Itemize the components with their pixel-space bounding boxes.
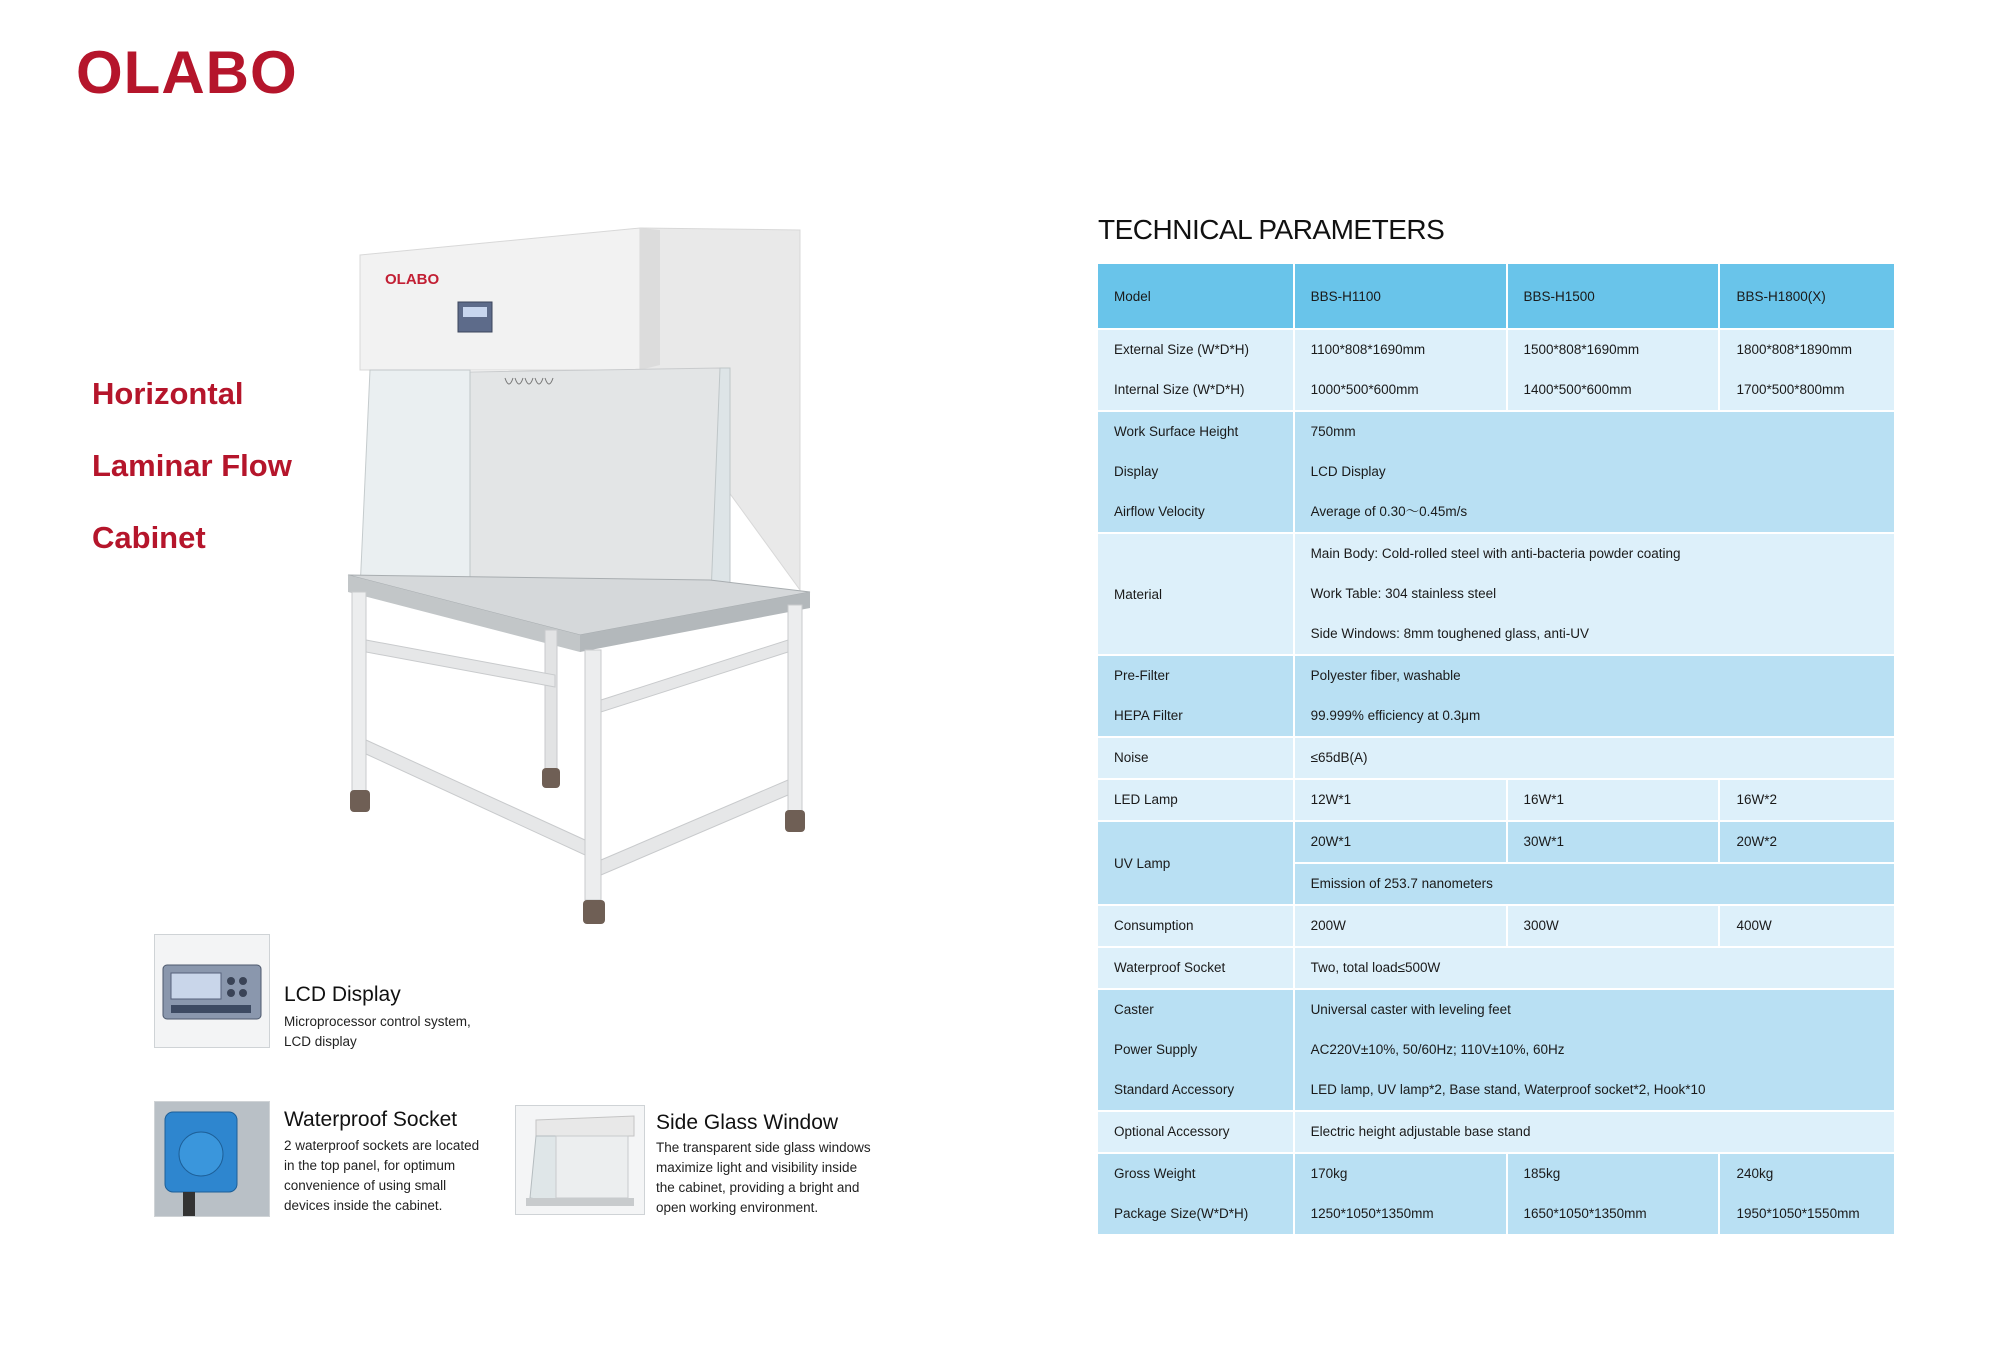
uv-emission: Emission of 253.7 nanometers bbox=[1294, 863, 1895, 905]
weight-cell-3: 240kg 1950*1050*1550mm bbox=[1719, 1153, 1895, 1235]
feature-text-socket: 2 waterproof sockets are located in the top panel, for optimum convenience of using small devices inside the cabinet. bbox=[284, 1138, 480, 1213]
feature-text-lcd: Microprocessor control system, LCD display bbox=[284, 1014, 471, 1049]
table-row-filter bbox=[1097, 655, 1895, 737]
feature-title-glass: Side Glass Window bbox=[656, 1111, 839, 1134]
misc-values: Universal caster with leveling feet AC220V±10%, 50/60Hz; 110V±10%, 60Hz LED lamp, UV lamp*2, Base stand, Waterproof socket*2, Hook*10 bbox=[1294, 989, 1895, 1111]
feature-title-lcd: LCD Display bbox=[284, 983, 401, 1006]
table-row-consumption bbox=[1097, 905, 1895, 947]
table-row-weight bbox=[1097, 1153, 1895, 1235]
consumption-cell-3: 400W bbox=[1719, 905, 1895, 947]
uv-cell-1: 20W*1 bbox=[1294, 821, 1507, 863]
product-logo-label: OLABO bbox=[385, 271, 440, 288]
waterproof-socket-image bbox=[154, 1101, 270, 1217]
weight-cell-2: 185kg 1650*1050*1350mm bbox=[1507, 1153, 1720, 1235]
product-title-line-1: Horizontal bbox=[92, 376, 244, 411]
consumption-cell-1: 200W bbox=[1294, 905, 1507, 947]
uv-cell-3: 20W*2 bbox=[1719, 821, 1895, 863]
row-label-optional: Optional Accessory bbox=[1097, 1111, 1294, 1153]
led-cell-2: 16W*1 bbox=[1507, 779, 1720, 821]
table-row-led bbox=[1097, 779, 1895, 821]
product-title-line-3: Cabinet bbox=[92, 520, 206, 555]
work-values: 750mm LCD Display Average of 0.30～0.45m/s bbox=[1294, 411, 1895, 533]
cabinet-product-image bbox=[330, 220, 830, 940]
size-cell-3: 1800*808*1890mm 1700*500*800mm bbox=[1719, 329, 1895, 411]
row-label-consumption: Consumption bbox=[1097, 905, 1294, 947]
model-cell-1: BBS-H1100 bbox=[1294, 263, 1507, 329]
row-label-filter: Pre-Filter HEPA Filter bbox=[1097, 655, 1294, 737]
lcd-display-image bbox=[154, 934, 270, 1048]
table-row-socket bbox=[1097, 947, 1895, 989]
row-label-socket: Waterproof Socket bbox=[1097, 947, 1294, 989]
model-cell-3: BBS-H1800(X) bbox=[1719, 263, 1895, 329]
side-glass-window-image bbox=[515, 1105, 645, 1215]
table-row-uv bbox=[1097, 821, 1895, 863]
technical-parameters-title: TECHNICAL PARAMETERS bbox=[1098, 214, 1445, 245]
row-label-led: LED Lamp bbox=[1097, 779, 1294, 821]
table-row-size bbox=[1097, 329, 1895, 411]
row-label-noise: Noise bbox=[1097, 737, 1294, 779]
optional-value: Electric height adjustable base stand bbox=[1294, 1111, 1895, 1153]
led-cell-1: 12W*1 bbox=[1294, 779, 1507, 821]
table-row-misc bbox=[1097, 989, 1895, 1111]
table-row-work bbox=[1097, 411, 1895, 533]
noise-value: ≤65dB(A) bbox=[1294, 737, 1895, 779]
feature-text-glass: The transparent side glass windows maximize light and visibility inside the cabinet, providing a bright and open working environment. bbox=[656, 1140, 871, 1215]
size-cell-2: 1500*808*1690mm 1400*500*600mm bbox=[1507, 329, 1720, 411]
model-cell-2: BBS-H1500 bbox=[1507, 263, 1720, 329]
table-row-optional bbox=[1097, 1111, 1895, 1153]
brand-logo: OLABO bbox=[76, 39, 298, 106]
row-label-misc: Caster Power Supply Standard Accessory bbox=[1097, 989, 1294, 1111]
filter-values: Polyester fiber, washable 99.999% efficiency at 0.3μm bbox=[1294, 655, 1895, 737]
material-values: Main Body: Cold-rolled steel with anti-bacteria powder coating Work Table: 304 stainless steel Side Windows: 8mm toughened glass, anti-UV bbox=[1294, 533, 1895, 655]
row-label-material: Material bbox=[1097, 533, 1294, 655]
socket-value: Two, total load≤500W bbox=[1294, 947, 1895, 989]
feature-title-socket: Waterproof Socket bbox=[284, 1108, 458, 1131]
consumption-cell-2: 300W bbox=[1507, 905, 1720, 947]
row-label-size: External Size (W*D*H) Internal Size (W*D*H) bbox=[1097, 329, 1294, 411]
row-label-uv: UV Lamp bbox=[1097, 821, 1294, 905]
uv-cell-2: 30W*1 bbox=[1507, 821, 1720, 863]
led-cell-3: 16W*2 bbox=[1719, 779, 1895, 821]
technical-parameters-table bbox=[1096, 262, 1896, 1236]
table-row-noise bbox=[1097, 737, 1895, 779]
table-row-material bbox=[1097, 533, 1895, 655]
table-row-model bbox=[1097, 263, 1895, 329]
product-title-line-2: Laminar Flow bbox=[92, 448, 292, 483]
weight-cell-1: 170kg 1250*1050*1350mm bbox=[1294, 1153, 1507, 1235]
row-label-work: Work Surface Height Display Airflow Velocity bbox=[1097, 411, 1294, 533]
size-cell-1: 1100*808*1690mm 1000*500*600mm bbox=[1294, 329, 1507, 411]
row-label-model: Model bbox=[1097, 263, 1294, 329]
row-label-weight: Gross Weight Package Size(W*D*H) bbox=[1097, 1153, 1294, 1235]
